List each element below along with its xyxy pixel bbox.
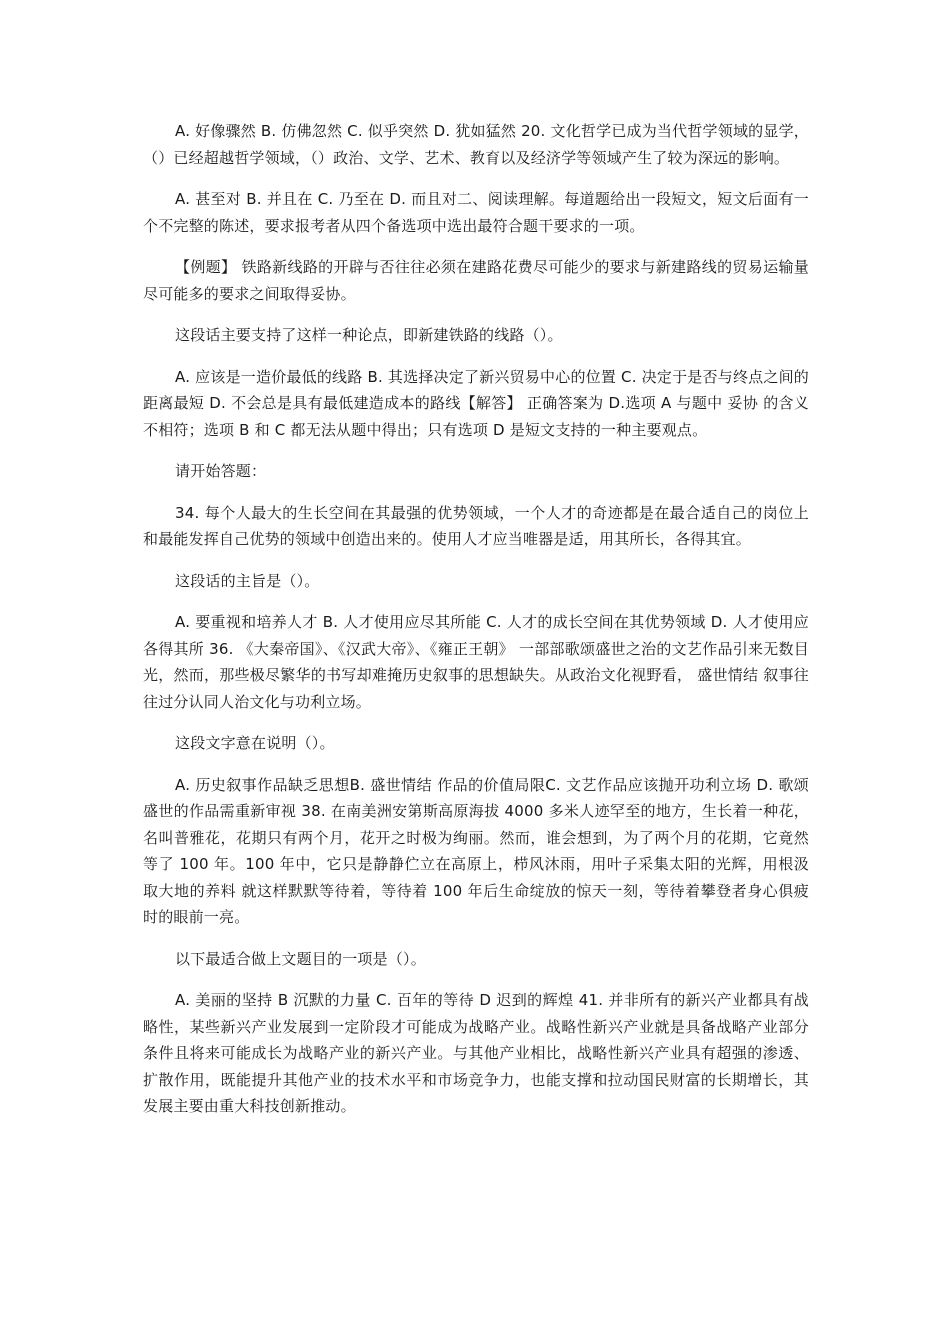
paragraph-example-options-answer: A. 应该是一造价最低的线路 B. 其选择决定了新兴贸易中心的位置 C. 决定于是否与终点之间的距离最短 D. 不会总是具有最低建造成本的路线【解答】 正确答案为 D.选项 A 与题中 妥协 的含义不相符；选项 B 和 C 都无法从题中得出；只有选项 D 是短文支持的一种主要观点。 bbox=[143, 367, 809, 439]
paragraph-example-prompt: 这段话主要支持了这样一种论点，即新建铁路的线路（）。 bbox=[175, 326, 563, 344]
paragraph-q20-options-section-two: A. 甚至对 B. 并且在 C. 乃至在 D. 而且对二、阅读理解。每道题给出一段短文，短文后面有一个不完整的陈述，要求报考者从四个备选项中选出最符合题干要求的一项。 bbox=[143, 190, 809, 235]
paragraph-example-question: 【例题】 铁路新线路的开辟与否往往必须在建路花费尽可能少的要求与新建路线的贸易运输量尽可能多的要求之间取得妥协。 bbox=[143, 258, 809, 303]
paragraph-q34-options-q36: A. 要重视和培养人才 B. 人才使用应尽其所能 C. 人才的成长空间在其优势领域 D. 人才使用应各得其所 36. 《大秦帝国》、《汉武大帝》、《雍正王朝》 一部部歌颂盛世之治的文艺作品引来无数目光，然而，那些极尽繁华的书写却难掩历史叙事的思想缺失。从政治文化视野看， 盛世情结 叙事往往过分认同人治文化与功利立场。 bbox=[143, 613, 809, 711]
paragraph-q19-options-q20: A. 好像骤然 B. 仿佛忽然 C. 似乎突然 D. 犹如猛然 20. 文化哲学已成为当代哲学领域的显学，（）已经超越哲学领域，（）政治、文学、艺术、教育以及经济学等领域产生了较为深远的影响。 bbox=[143, 122, 809, 167]
paragraph-q36-options-q38: A. 历史叙事作品缺乏思想B. 盛世情结 作品的价值局限C. 文艺作品应该抛开功利立场 D. 歌颂盛世的作品需重新审视 38. 在南美洲安第斯高原海拔 4000 多米人迹罕至的地方，生长着一种花，名叫普雅花，花期只有两个月，花开之时极为绚丽。然而，谁会想到，为了两个月的花期，它竟然等了 100 年。100 年中，它只是静静伫立在高原上，栉风沐雨，用叶子采集太阳的光辉，用根汲取大地的养料 就这样默默等待着，等待着 100 年后生命绽放的惊天一刻，等待着攀登者身心俱疲时的眼前一亮。 bbox=[143, 775, 809, 926]
paragraph-q34-prompt: 这段话的主旨是（）。 bbox=[175, 571, 320, 590]
paragraph-q38-options-q41: A. 美丽的坚持 B 沉默的力量 C. 百年的等待 D 迟到的辉煌 41. 并非所有的新兴产业都具有战略性，某些新兴产业发展到一定阶段才可能成为战略产业。战略性新兴产业就是具备战略产业部分条件且将来可能成长为战略产业的新兴产业。与其他产业相比，战略性新兴产业具有超强的渗透、扩散作用，既能提升其他产业的技术水平和市场竞争力，也能支撑和拉动国民财富的长期增长，其发展主要由重大科技创新推动。 bbox=[143, 991, 809, 1115]
paragraph-start-instruction: 请开始答题： bbox=[175, 462, 267, 480]
paragraph-q38-prompt: 以下最适合做上文题目的一项是（）。 bbox=[175, 949, 426, 968]
paragraph-q36-prompt: 这段文字意在说明（）。 bbox=[175, 734, 335, 752]
document-body bbox=[143, 118, 809, 1135]
paragraph-q34: 34. 每个人最大的生长空间在其最强的优势领域，一个人才的奇迹都是在最合适自己的岗位上和最能发挥自己优势的领域中创造出来的。使用人才应当唯器是适，用其所长，各得其宜。 bbox=[143, 503, 809, 548]
